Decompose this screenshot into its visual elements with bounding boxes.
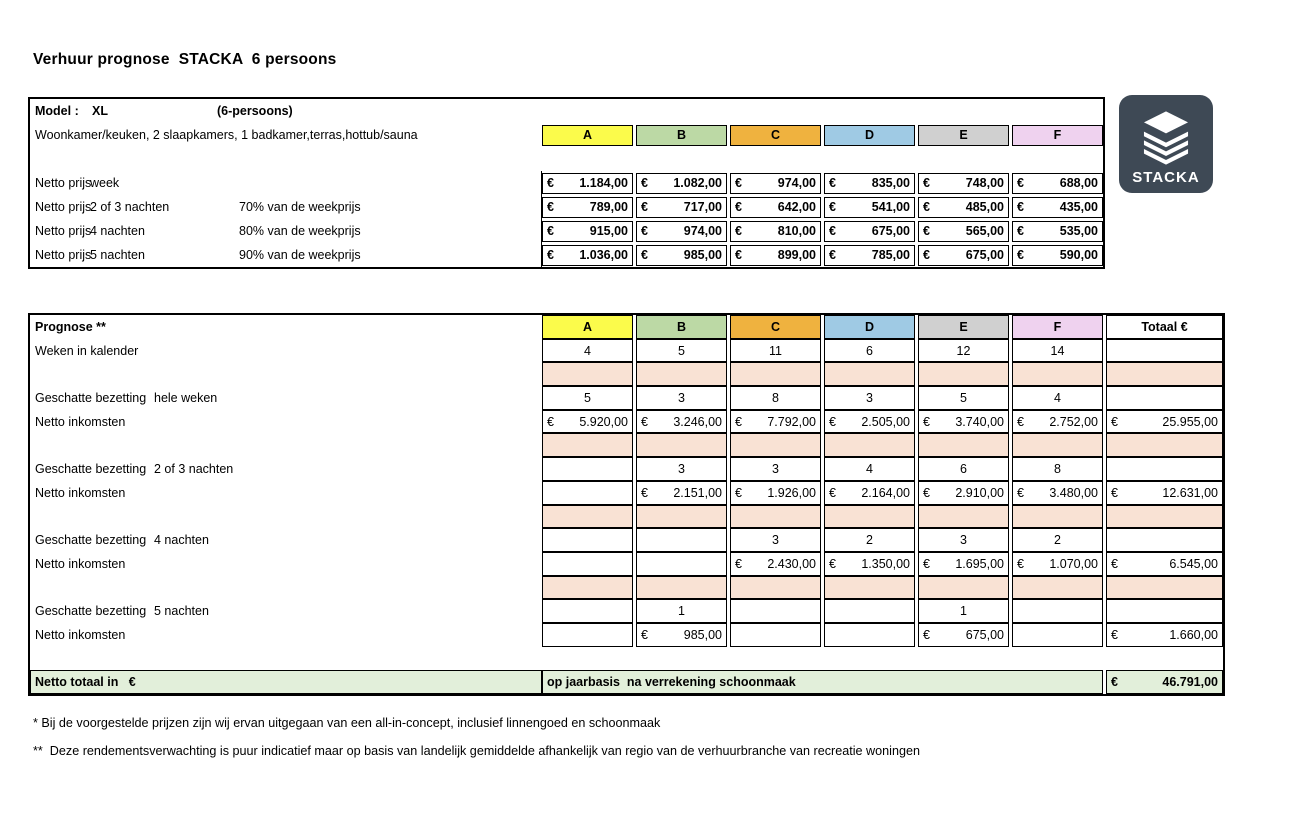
bezetting-cell-d: 2 [824, 528, 915, 552]
inkomsten-cell-a [542, 410, 633, 434]
column-header-a: A [542, 125, 633, 146]
column-headers [542, 123, 1103, 147]
inkomsten-cell-f [1012, 410, 1103, 434]
price-pct: 80% van de weekprijs [239, 224, 361, 238]
bezetting-row-4n [30, 528, 1223, 552]
inkomsten-cell-a [542, 623, 633, 647]
amount: 789,00 [589, 200, 628, 214]
price-row-4n [30, 219, 1103, 243]
euro-sign: € [641, 248, 648, 262]
empty-cell [636, 576, 727, 600]
inkomsten-total-cell [1106, 481, 1223, 505]
amount: 810,00 [777, 224, 816, 238]
bezetting-cell-e: 5 [918, 386, 1009, 410]
bezetting-cell-f: 8 [1012, 457, 1103, 481]
amount: 2.505,00 [861, 414, 910, 429]
inkomsten-cell-f [1012, 481, 1103, 505]
price-pct: 70% van de weekprijs [239, 200, 361, 214]
amount: 642,00 [777, 200, 816, 214]
column-header-c: C [730, 125, 821, 146]
euro-sign: € [1017, 556, 1024, 571]
net-total-value [1106, 670, 1223, 694]
price-cell-f [1012, 197, 1103, 218]
bezetting-label: Geschatte bezetting [35, 390, 147, 405]
weeks-cell-c: 11 [730, 339, 821, 363]
empty-row [30, 362, 1223, 386]
price-cells [542, 219, 1103, 243]
amount: 7.792,00 [767, 414, 816, 429]
bezetting-label: Geschatte bezetting [35, 533, 147, 548]
euro-sign: € [1111, 627, 1118, 642]
euro-sign: € [1111, 556, 1118, 571]
inkomsten-cell-d [824, 552, 915, 576]
empty-cell [1106, 362, 1223, 386]
inkomsten-cell-d [824, 481, 915, 505]
amount: 1.184,00 [579, 176, 628, 190]
bezetting-cell-e: 6 [918, 457, 1009, 481]
description-row [30, 123, 1103, 147]
price-row-labels [30, 171, 542, 195]
price-pct: 90% van de weekprijs [239, 248, 361, 262]
price-cell-f [1012, 245, 1103, 266]
price-cells [542, 243, 1103, 267]
price-period: 2 of 3 nachten [90, 200, 170, 214]
bezetting-cell-b: 1 [636, 599, 727, 623]
inkomsten-cell-e [918, 410, 1009, 434]
amount: 541,00 [871, 200, 910, 214]
inkomsten-label: Netto inkomsten [35, 556, 126, 571]
amount: 6.545,00 [1169, 556, 1218, 571]
page-title: Verhuur prognose STACKA 6 persoons [33, 51, 337, 68]
bezetting-cell-a [542, 457, 633, 481]
empty-cell [730, 576, 821, 600]
amount: 1.070,00 [1049, 556, 1098, 571]
bezetting-cell-f: 4 [1012, 386, 1103, 410]
price-label: Netto prijs [35, 200, 92, 214]
euro-sign: € [1111, 414, 1118, 429]
empty-cell [1106, 505, 1223, 529]
amount: 3.480,00 [1049, 485, 1098, 500]
amount: 2.151,00 [673, 485, 722, 500]
spacer-row [30, 647, 1223, 671]
weeks-cell-a: 4 [542, 339, 633, 363]
inkomsten-total-cell [1106, 552, 1223, 576]
amount: 46.791,00 [1162, 675, 1218, 690]
price-cell-a [542, 221, 633, 242]
net-total-note: op jaarbasis na verrekening schoonmaak [542, 670, 1103, 694]
prognose-title: Prognose ** [35, 319, 106, 334]
empty-cell [542, 433, 633, 457]
inkomsten-cell-c [730, 552, 821, 576]
inkomsten-total-cell [1106, 410, 1223, 434]
empty-cell [1012, 362, 1103, 386]
inkomsten-cell-e [918, 623, 1009, 647]
price-cell-a [542, 173, 633, 194]
price-cell-b [636, 173, 727, 194]
footnote-1: * Bij de voorgestelde prijzen zijn wij ervan uitgegaan van een all-in-concept, inclusief linnengoed en schoonmaak [33, 716, 661, 730]
bezetting-cell-a [542, 528, 633, 552]
euro-sign: € [735, 556, 742, 571]
empty-cell [918, 433, 1009, 457]
weeks-cell-e: 12 [918, 339, 1009, 363]
amount: 3.740,00 [955, 414, 1004, 429]
bezetting-cell-c: 3 [730, 528, 821, 552]
empty-cell [636, 505, 727, 529]
euro-sign: € [829, 485, 836, 500]
amount: 835,00 [871, 176, 910, 190]
empty-cell [542, 576, 633, 600]
inkomsten-cell-d [824, 623, 915, 647]
empty-cell [918, 505, 1009, 529]
weeks-cell-f: 14 [1012, 339, 1103, 363]
amount: 435,00 [1059, 200, 1098, 214]
amount: 915,00 [589, 224, 628, 238]
price-cell-d [824, 245, 915, 266]
bezetting-cell-b: 3 [636, 386, 727, 410]
empty-cell [730, 433, 821, 457]
price-cell-b [636, 197, 727, 218]
model-row-labels [30, 99, 542, 123]
empty-cell [542, 505, 633, 529]
euro-sign: € [547, 248, 554, 262]
amount: 748,00 [965, 176, 1004, 190]
inkomsten-cell-b [636, 481, 727, 505]
euro-sign: € [923, 200, 930, 214]
price-row-labels [30, 195, 542, 219]
empty-cell [636, 433, 727, 457]
bezetting-cell-c: 3 [730, 457, 821, 481]
amount: 25.955,00 [1162, 414, 1218, 429]
euro-sign: € [1017, 248, 1024, 262]
inkomsten-label: Netto inkomsten [35, 485, 126, 500]
empty-cell [1106, 576, 1223, 600]
euro-sign: € [547, 414, 554, 429]
euro-sign: € [1017, 485, 1024, 500]
description-zone [30, 123, 542, 147]
model-note: (6-persoons) [217, 104, 293, 118]
inkomsten-cell-e [918, 552, 1009, 576]
price-cell-e [918, 221, 1009, 242]
empty-row [30, 576, 1223, 600]
inkomsten-cell-b [636, 410, 727, 434]
price-cell-e [918, 173, 1009, 194]
prognose-column-headers [542, 315, 1223, 339]
euro-sign: € [923, 176, 930, 190]
price-period: 4 nachten [90, 224, 145, 238]
price-cell-a [542, 245, 633, 266]
bezetting-cell-f [1012, 599, 1103, 623]
amount: 2.752,00 [1049, 414, 1098, 429]
amount: 5.920,00 [579, 414, 628, 429]
inkomsten-cell-b [636, 552, 727, 576]
euro-sign: € [923, 414, 930, 429]
price-cell-c [730, 245, 821, 266]
bezetting-cell-d: 4 [824, 457, 915, 481]
bezetting-row-2of3 [30, 457, 1223, 481]
euro-sign: € [735, 414, 742, 429]
amount: 2.910,00 [955, 485, 1004, 500]
euro-sign: € [829, 414, 836, 429]
euro-sign: € [1017, 200, 1024, 214]
euro-sign: € [547, 224, 554, 238]
model-value: XL [92, 104, 108, 118]
column-header-b: B [636, 315, 727, 339]
price-label: Netto prijs [35, 248, 92, 262]
euro-sign: € [641, 176, 648, 190]
amount: 1.350,00 [861, 556, 910, 571]
inkomsten-row-weken [30, 410, 1223, 434]
empty-row [30, 505, 1223, 529]
euro-sign: € [641, 414, 648, 429]
euro-sign: € [641, 200, 648, 214]
bezetting-cell-e: 3 [918, 528, 1009, 552]
bezetting-cell-d: 3 [824, 386, 915, 410]
bezetting-total-cell [1106, 457, 1223, 481]
stack-icon [1137, 109, 1195, 167]
price-cell-c [730, 173, 821, 194]
amount: 565,00 [965, 224, 1004, 238]
amount: 1.660,00 [1169, 627, 1218, 642]
euro-sign: € [829, 556, 836, 571]
empty-cell [542, 362, 633, 386]
inkomsten-label: Netto inkomsten [35, 414, 126, 429]
model-row [30, 99, 1103, 123]
inkomsten-cell-f [1012, 623, 1103, 647]
empty-row [30, 433, 1223, 457]
euro-sign: € [829, 248, 836, 262]
empty-cell [730, 362, 821, 386]
price-cell-e [918, 245, 1009, 266]
amount: 688,00 [1059, 176, 1098, 190]
bezetting-row-5n [30, 599, 1223, 623]
amount: 2.430,00 [767, 556, 816, 571]
column-header-a: A [542, 315, 633, 339]
price-cell-d [824, 197, 915, 218]
price-cell-b [636, 221, 727, 242]
model-description: Woonkamer/keuken, 2 slaapkamers, 1 badkamer,terras,hottub/sauna [35, 128, 418, 142]
amount: 985,00 [683, 627, 722, 642]
amount: 974,00 [683, 224, 722, 238]
column-header-f: F [1012, 125, 1103, 146]
euro-sign: € [1017, 414, 1024, 429]
bezetting-total-cell [1106, 386, 1223, 410]
bezetting-label: Geschatte bezetting [35, 461, 147, 476]
euro-sign: € [1017, 176, 1024, 190]
empty-cell [918, 362, 1009, 386]
euro-sign: € [923, 485, 930, 500]
price-cell-e [918, 197, 1009, 218]
column-header-b: B [636, 125, 727, 146]
amount: 485,00 [965, 200, 1004, 214]
bezetting-cell-f: 2 [1012, 528, 1103, 552]
inkomsten-cell-c [730, 481, 821, 505]
model-label: Model : [35, 104, 79, 118]
euro-sign: € [641, 485, 648, 500]
inkomsten-cell-a [542, 552, 633, 576]
price-label: Netto prijs [35, 224, 92, 238]
logo-text: STACKA [1132, 169, 1200, 186]
euro-sign: € [735, 248, 742, 262]
footnote-2: ** Deze rendementsverwachting is puur indicatief maar op basis van landelijk gemiddelde afhankelijk van regio van de verhuurbranche van recreatie woningen [33, 744, 920, 758]
euro-sign: € [1111, 675, 1118, 690]
price-cells [542, 195, 1103, 219]
price-cell-c [730, 197, 821, 218]
price-cell-a [542, 197, 633, 218]
amount: 1.695,00 [955, 556, 1004, 571]
euro-sign: € [923, 627, 930, 642]
total-column-header: Totaal € [1106, 315, 1223, 339]
bezetting-cell-c [730, 599, 821, 623]
euro-sign: € [923, 556, 930, 571]
price-cell-b [636, 245, 727, 266]
inkomsten-label: Netto inkomsten [35, 627, 126, 642]
empty-cell [1012, 505, 1103, 529]
amount: 2.164,00 [861, 485, 910, 500]
price-cells [542, 171, 1103, 195]
inkomsten-cell-f [1012, 552, 1103, 576]
bezetting-period: hele weken [154, 390, 218, 405]
price-period: 5 nachten [90, 248, 145, 262]
model-table [28, 97, 1105, 269]
amount: 675,00 [965, 248, 1004, 262]
inkomsten-total-cell [1106, 623, 1223, 647]
bezetting-period: 2 of 3 nachten [154, 461, 234, 476]
amount: 590,00 [1059, 248, 1098, 262]
empty-cell [1012, 433, 1103, 457]
inkomsten-row-5n [30, 623, 1223, 647]
euro-sign: € [735, 224, 742, 238]
column-header-f: F [1012, 315, 1103, 339]
weeks-cell-d: 6 [824, 339, 915, 363]
empty-cell [918, 576, 1009, 600]
column-header-e: E [918, 125, 1009, 146]
inkomsten-row-2of3 [30, 481, 1223, 505]
empty-cell [824, 433, 915, 457]
price-cell-f [1012, 221, 1103, 242]
price-label: Netto prijs [35, 176, 92, 190]
empty-cell [824, 362, 915, 386]
amount: 12.631,00 [1162, 485, 1218, 500]
euro-sign: € [923, 224, 930, 238]
bezetting-total-cell [1106, 599, 1223, 623]
empty-cell [730, 505, 821, 529]
empty-cell [824, 576, 915, 600]
column-header-d: D [824, 315, 915, 339]
inkomsten-cell-d [824, 410, 915, 434]
inkomsten-cell-c [730, 410, 821, 434]
euro-sign: € [923, 248, 930, 262]
price-row-labels [30, 219, 542, 243]
euro-sign: € [735, 200, 742, 214]
price-period: week [90, 176, 120, 190]
amount: 1.036,00 [579, 248, 628, 262]
amount: 985,00 [683, 248, 722, 262]
prognose-header-row [30, 315, 1223, 339]
empty-cell [824, 505, 915, 529]
euro-sign: € [547, 176, 554, 190]
price-cell-d [824, 221, 915, 242]
euro-sign: € [829, 200, 836, 214]
euro-sign: € [641, 224, 648, 238]
empty-cell [1106, 433, 1223, 457]
inkomsten-cell-a [542, 481, 633, 505]
weeks-label: Weken in kalender [35, 343, 139, 358]
empty-cell [1012, 576, 1103, 600]
inkomsten-row-4n [30, 552, 1223, 576]
bezetting-row-weken [30, 386, 1223, 410]
bezetting-cell-b: 3 [636, 457, 727, 481]
euro-sign: € [547, 200, 554, 214]
euro-sign: € [829, 224, 836, 238]
price-cell-c [730, 221, 821, 242]
price-row-labels [30, 243, 542, 267]
amount: 1.082,00 [673, 176, 722, 190]
bezetting-cell-b [636, 528, 727, 552]
euro-sign: € [1017, 224, 1024, 238]
euro-sign: € [735, 485, 742, 500]
spacer-row [30, 147, 1103, 171]
empty-cell [636, 362, 727, 386]
amount: 535,00 [1059, 224, 1098, 238]
price-cell-f [1012, 173, 1103, 194]
amount: 717,00 [683, 200, 722, 214]
amount: 675,00 [871, 224, 910, 238]
bezetting-cell-e: 1 [918, 599, 1009, 623]
price-cell-d [824, 173, 915, 194]
euro-sign: € [735, 176, 742, 190]
bezetting-period: 5 nachten [154, 604, 209, 619]
amount: 3.246,00 [673, 414, 722, 429]
bezetting-cell-c: 8 [730, 386, 821, 410]
amount: 675,00 [965, 627, 1004, 642]
bezetting-cell-a [542, 599, 633, 623]
amount: 899,00 [777, 248, 816, 262]
weeks-cell-b: 5 [636, 339, 727, 363]
euro-sign: € [829, 176, 836, 190]
net-total-label: Netto totaal in € [30, 670, 542, 694]
weeks-row [30, 339, 1223, 363]
inkomsten-cell-e [918, 481, 1009, 505]
column-header-d: D [824, 125, 915, 146]
bezetting-label: Geschatte bezetting [35, 604, 147, 619]
column-header-e: E [918, 315, 1009, 339]
euro-sign: € [641, 627, 648, 642]
price-row-5n [30, 243, 1103, 267]
inkomsten-cell-b [636, 623, 727, 647]
amount: 785,00 [871, 248, 910, 262]
price-row-week [30, 171, 1103, 195]
bezetting-period: 4 nachten [154, 533, 209, 548]
prognose-table [28, 313, 1225, 696]
bezetting-cell-d [824, 599, 915, 623]
euro-sign: € [1111, 485, 1118, 500]
price-row-2of3 [30, 195, 1103, 219]
weeks-total-cell [1106, 339, 1223, 363]
inkomsten-cell-c [730, 623, 821, 647]
amount: 1.926,00 [767, 485, 816, 500]
bezetting-cell-a: 5 [542, 386, 633, 410]
stacka-logo [1119, 95, 1213, 193]
net-total-row [30, 670, 1223, 694]
amount: 974,00 [777, 176, 816, 190]
column-header-c: C [730, 315, 821, 339]
bezetting-total-cell [1106, 528, 1223, 552]
